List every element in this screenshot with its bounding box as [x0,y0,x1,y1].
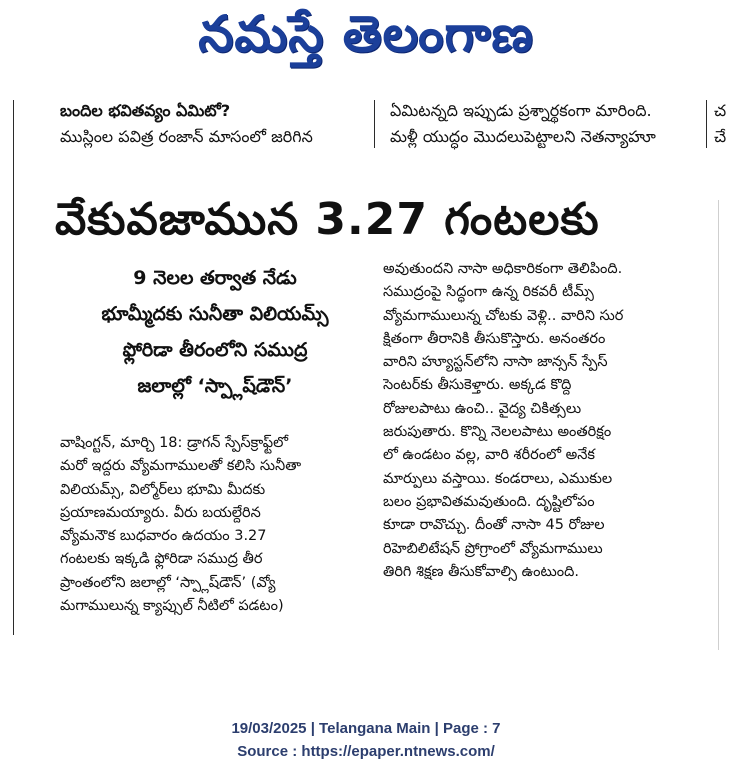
newspaper-logo-title: నమస్తే తెలంగాణ [198,4,534,63]
body-line: మార్పులు వస్తాయి. కండరాలు, ఎముకుల [383,470,613,487]
body-line: వ్యోమగాములున్న చోటకు వెళ్లి.. వారిని సుర [383,307,624,324]
body-line: వారిని హ్యూస్టన్‌లోని నాసా జాన్సన్ స్పేస్ [383,354,608,371]
body-line: మగాములున్న క్యాప్సుల్ నీటిలో పడటం) [60,598,284,615]
article-subheadline [60,260,370,404]
teaser-left [60,98,365,150]
footer-citation: 19/03/2025 | Telangana Main | Page : 7 [231,720,501,737]
body-line: గంటలకు ఇక్కడి ఫ్లోరిడా సముద్ర తీర [60,551,263,568]
body-line: వ్యోమనౌక బుధవారం ఉదయం 3.27 [60,528,267,545]
body-line: జరుపుతారు. కొన్ని నెలలపాటు అంతరిక్షం [383,424,612,441]
article-body-left-column [60,432,370,618]
body-line: ప్రాంతంలోని జలాల్లో ‘స్ప్లాష్‌డౌన్’ (వ్యో [60,574,276,591]
body-line: తిరిగి శిక్షణ తీసుకోవాల్సి ఉంటుంది. [383,563,579,580]
subheadline-line: భూమ్మీదకు సునీతా విలియమ్స్ [101,303,329,325]
body-line: కూడా రావొచ్చు. దీంతో నాసా 45 రోజుల [383,517,605,534]
article-body-right-column [383,258,695,584]
article-headline: వేకువజామున 3.27 గంటలకు [55,194,600,245]
subheadline-line: జలాల్లో ‘స్ప్లాష్‌డౌన్’ [137,375,293,397]
body-line: వాషింగ్టన్, మార్చి 18: డ్రాగన్ స్పేస్‌క్రాఫ్ట్‌లో [60,435,289,451]
teaser-middle [390,98,702,150]
masthead [0,0,732,80]
body-line: బలం ప్రభావితమవుతుంది. దృష్టిలోపం [383,493,595,510]
body-line: ప్రయాణమయ్యారు. వీరు బయల్దేరిన [60,504,261,521]
column-rule-top-middle [374,100,375,148]
body-line: సెంటర్‌కు తీసుకెళ్తారు. అక్కడ కొద్ది [383,377,572,394]
body-line: మరో ఇద్దరు వ్యోమగాములతో కలిసి సునీతా [60,458,302,475]
body-line: రిహెబిలిటేషన్ ప్రోగ్రాంలో వ్యోమగాములు [383,540,603,557]
teaser-left-line: ముస్లింల పవిత్ర రంజాన్ మాసంలో జరిగిన [60,127,313,146]
body-line: రోజులపాటు ఉంచి.. వైద్య చికిత్సలు [383,400,582,417]
subheadline-line: ఫ్లోరిడా తీరంలోని సముద్ర [122,339,308,361]
column-rule-top-right [706,100,707,148]
teaser-edge-line: చే [714,127,727,146]
teaser-middle-line: మళ్లీ యుద్ధం మొదలుపెట్టాలని నెతన్యాహూ [390,127,656,146]
body-line: విలియమ్స్, విల్మోర్‌లు భూమి మీదకు [60,481,266,498]
subheadline-line: 9 నెలల తర్వాత నేడు [133,267,297,289]
column-rule-body-right [718,200,719,650]
body-line: క్షితంగా తీరానికి తీసుకొస్తారు. అనంతరం [383,330,606,347]
teaser-left-line: బందిల భవితవ్యం ఏమిటో? [60,101,231,120]
footer-source: Source : https://epaper.ntnews.com/ [237,743,495,760]
column-rule-left [13,100,14,635]
teaser-edge-line: చ [714,101,727,120]
teaser-edge [714,98,732,150]
body-line: సముద్రంపై సిద్ధంగా ఉన్న రికవరీ టీమ్స్ [383,284,594,301]
body-line: అవుతుందని నాసా అధికారికంగా తెలిపింది. [383,261,623,277]
body-line: లో ఉండటం వల్ల, వారి శరీరంలో అనేక [383,447,595,464]
teaser-middle-line: ఏమిటన్నది ఇప్పుడు ప్రశ్నార్థకంగా మారింది. [390,101,652,120]
